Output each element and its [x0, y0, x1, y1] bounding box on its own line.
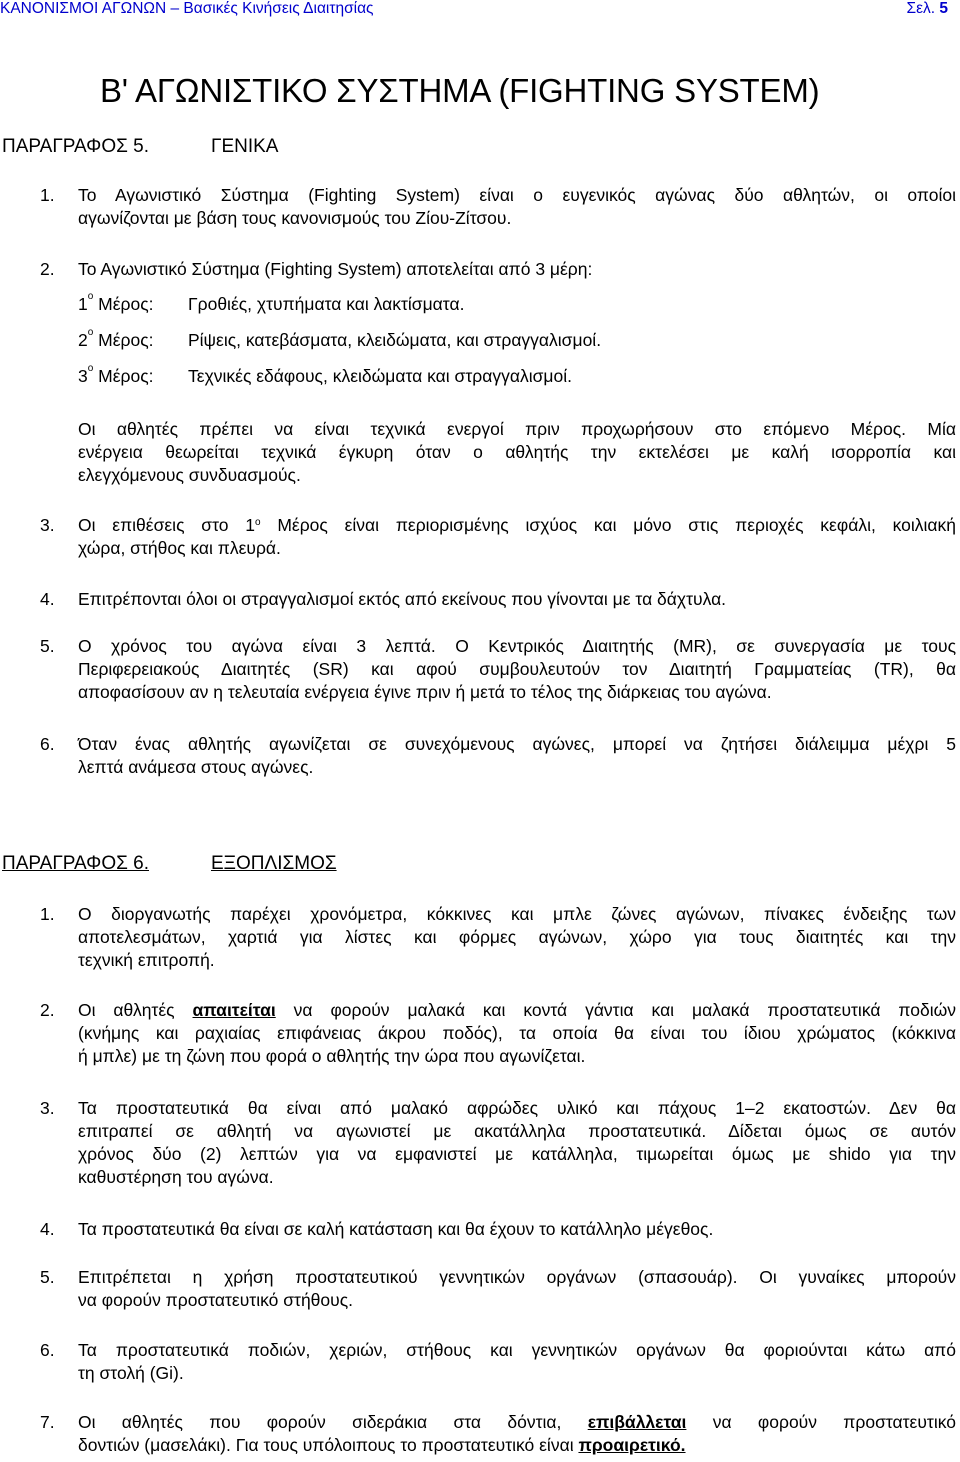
paragraph-6-label: ΠΑΡΑΓΡΑΦΟΣ 6. [2, 853, 149, 874]
list-item: 2. Οι αθλητές απαιτείται να φορούν μαλακά και κοντά γάντια και μαλακά προστατευτικά ποδιών (κνήμης και ραχιαίας επιφάνειας άκρου ποδός), τα οποία θα είναι του ίδιου χρώματος (κόκκινα ή μπλε) με τη ζώνη που φορά ο αθλητής την ώρα που αγωνίζεται. [40, 1000, 957, 1066]
list-item: 2. Το Αγωνιστικό Σύστημα (Fighting System) αποτελείται από 3 μέρη: [40, 259, 593, 279]
list-item: 6. Τα προστατευτικά ποδιών, χεριών, στήθους και γεννητικών οργάνων θα φοριούνται κάτω από τη στολή (Gi). [40, 1340, 956, 1383]
list-item: 5. Επιτρέπεται η χρήση προστατευτικού γεννητικών οργάνων (σπασουάρ). Οι γυναίκες μπορούν να φορούν προστατευτικό στήθους. [40, 1267, 956, 1310]
list-item: 7. Οι αθλητές που φορούν σιδεράκια στα δόντια, επιβάλλεται να φορούν προστατευτικό δοντιών (μασελάκι). Για τους υπόλοιπους το προστατευτικό είναι προαιρετικό. [40, 1412, 957, 1455]
section-title: Β' ΑΓΩΝΙΣΤΙΚΟ ΣΥΣΤΗΜΑ (FIGHTING SYSTEM) [100, 72, 820, 109]
document-header-title: ΚΑΝΟΝΙΣΜΟΙ ΑΓΩΝΩΝ – Βασικές Κινήσεις Διαιτησίας [0, 0, 374, 17]
page-number: Σελ. 5 [906, 0, 948, 17]
emphasis-required: απαιτείται [192, 1000, 276, 1020]
paragraph-6-heading [2, 853, 149, 875]
paragraph-5-label: ΠΑΡΑΓΡΑΦΟΣ 5. [2, 136, 149, 157]
paragraph-5-title: ΓΕΝΙΚΑ [211, 136, 279, 157]
list-item: 4. Επιτρέπονται όλοι οι στραγγαλισμοί εκτός από εκείνους που γίνονται με τα δάχτυλα. [40, 589, 727, 609]
list-item: 4. Τα προστατευτικά θα είναι σε καλή κατάσταση και θα έχουν το κατάλληλο μέγεθος. [40, 1219, 714, 1239]
list-item: 1. Το Αγωνιστικό Σύστημα (Fighting System) είναι ο ευγενικός αγώνας δύο αθλητών, οι οποίοι αγωνίζονται με βάση τους κανονισμούς του Ζίου-Ζίτσου. [40, 185, 956, 228]
emphasis-optional: προαιρετικό. [578, 1435, 686, 1455]
paragraph-6-title: ΕΞΟΠΛΙΣΜΟΣ [211, 853, 337, 874]
emphasis-mandatory: επιβάλλεται [587, 1412, 687, 1432]
list-item: 3. Οι επιθέσεις στο $1^o$ Μέρος είναι περιορισμένης ισχύος και μόνο στις περιοχές κεφάλι, κοιλιακή χώρα, στήθος και πλευρά. [40, 515, 956, 558]
parts-note: Οι αθλητές πρέπει να είναι τεχνικά ενεργοί πριν προχωρήσουν στο επόμενο Μέρος. Μία ενέργεια θεωρείται τεχνικά έγκυρη όταν ο αθλητής την εκτελέσει με καλή ισορροπία και ελεγχόμενους συνδυασμούς. [78, 419, 956, 485]
list-item: 3. Τα προστατευτικά θα είναι από μαλακό αφρώδες υλικό και πάχους 1–2 εκατοστών. Δεν θα επιτραπεί σε αθλητή να αγωνιστεί με ακατάλληλα προστατευτικά. Δίδεται όμως σε αυτόν χρόνος δύο (2) λεπτών για να εμφανιστεί με κατάλληλα, τιμωρείται όμως με shido για την καθυστέρηση του αγώνα. [40, 1098, 956, 1187]
list-item: 6. Όταν ένας αθλητής αγωνίζεται σε συνεχόμενους αγώνες, μπορεί να ζητήσει διάλειμμα μέχρι 5 λεπτά ανάμεσα στους αγώνες. [40, 734, 956, 777]
running-header [0, 0, 960, 22]
list-item: 1. Ο διοργανωτής παρέχει χρονόμετρα, κόκκινες και μπλε ζώνες αγώνων, πίνακες ένδειξης των αποτελεσμάτων, χαρτιά για λίστες και φόρμες αγώνων, χώρο για τους διαιτητές και την τεχνική επιτροπή. [40, 904, 956, 970]
list-item: 5. Ο χρόνος του αγώνα είναι 3 λεπτά. Ο Κεντρικός Διαιτητής (MR), σε συνεργασία με τους Περιφερειακούς Διαιτητές (SR) και αφού συμβουλευτούν τον Διαιτητή Γραμματείας (TR), θα αποφασίσουν αν η τελευταία ενέργεια έγινε πριν ή μετά το τέλος της διάρκειας του αγώνα. [40, 636, 956, 702]
paragraph-5-heading [2, 136, 149, 158]
